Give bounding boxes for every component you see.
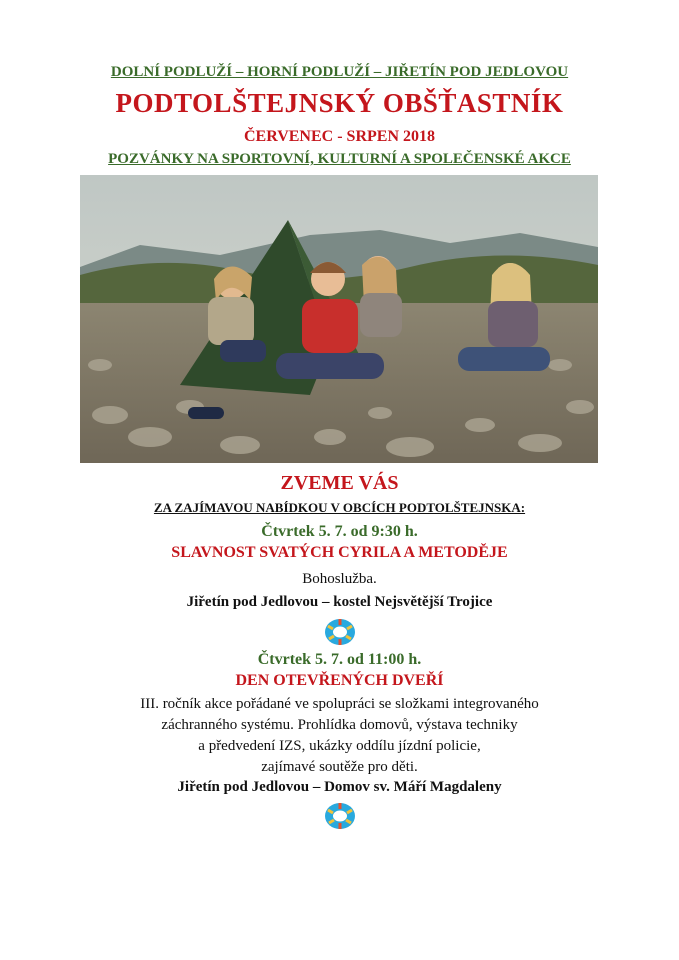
event-1-date: Čtvrtek 5. 7. od 9:30 h. xyxy=(261,523,418,540)
event-2-place: Jiřetín pod Jedlovou – Domov sv. Máří Magdaleny xyxy=(177,779,502,795)
invite-heading: ZVEME VÁS xyxy=(280,472,399,494)
swim-ring-icon xyxy=(324,617,356,652)
event-1-description-line: Bohoslužba. xyxy=(302,571,377,587)
event-2-description-line: III. ročník akce pořádané ve spolupráci se složkami integrovaného xyxy=(140,696,539,712)
period-line: ČERVENEC - SRPEN 2018 xyxy=(243,128,435,145)
villages-line: DOLNÍ PODLUŽÍ – HORNÍ PODLUŽÍ – JIŘETÍN POD JEDLOVOU xyxy=(110,64,569,80)
event-2-description xyxy=(0,694,679,778)
children-camping-photo xyxy=(80,175,598,463)
invite-subheading: ZA ZAJÍMAVOU NABÍDKOU V OBCÍCH PODTOLŠTEJNSKA: xyxy=(153,500,526,515)
event-2-title: DEN OTEVŘENÝCH DVEŘÍ xyxy=(235,672,444,689)
event-1-description xyxy=(0,569,679,590)
newsletter-title: PODTOLŠTEJNSKÝ OBŠŤASTNÍK xyxy=(115,88,564,118)
event-1-title: SLAVNOST SVATÝCH CYRILA A METODĚJE xyxy=(171,544,508,561)
swim-ring-icon xyxy=(324,801,356,836)
event-2-description-line: a předvedení IZS, ukázky oddílu jízdní policie, xyxy=(198,738,481,754)
subtitle-line: POZVÁNKY NA SPORTOVNÍ, KULTURNÍ A SPOLEČENSKÉ AKCE xyxy=(108,151,571,167)
event-2-date: Čtvrtek 5. 7. od 11:00 h. xyxy=(257,651,422,668)
event-1-place: Jiřetín pod Jedlovou – kostel Nejsvětější Trojice xyxy=(186,594,493,610)
event-2-description-line: záchranného systému. Prohlídka domovů, výstava techniky xyxy=(161,717,518,733)
event-2-description-line: zajímavé soutěže pro děti. xyxy=(261,759,418,775)
